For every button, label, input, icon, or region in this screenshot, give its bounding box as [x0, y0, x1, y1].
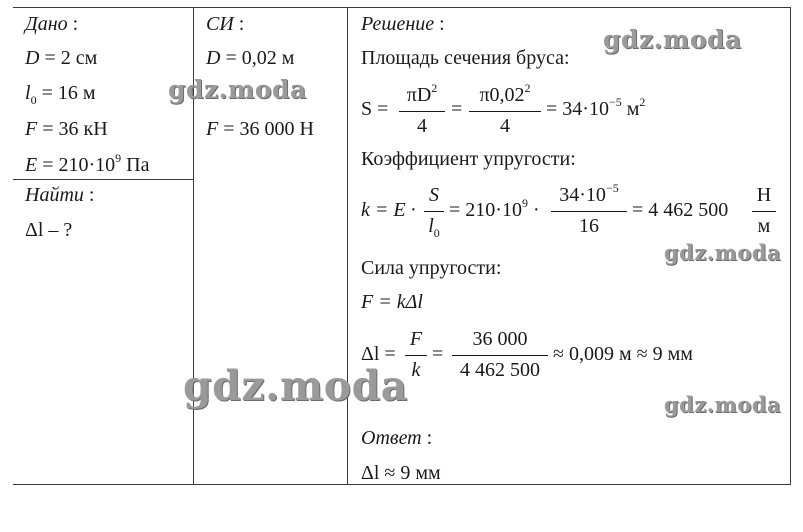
si-diameter: D = 0,02 м [206, 47, 295, 69]
dl-result: ≈ 0,009 м ≈ 9 мм [553, 343, 693, 365]
k-mid: = $210\cdot 10^9$ · [449, 196, 540, 221]
area-result: = $34\cdot 10^{-5}$ $м^2$ [546, 95, 646, 120]
answer-heading: Ответ : [361, 427, 433, 449]
watermark: gdz.moda [168, 75, 307, 104]
k-fraction-2: $34\cdot 10^{-5}$ 16 [551, 183, 627, 243]
watermark: gdz.moda [603, 25, 742, 54]
given-modulus: $E = 210\cdot 10^9$ Па [25, 151, 150, 176]
k-text: Коэффициент упругости: [361, 148, 576, 170]
force-formula: F = kΔl [361, 291, 423, 313]
given-force: F = 36 кН [25, 118, 108, 140]
area-lhs: S = [361, 98, 389, 120]
dl-fraction-1: F k [405, 327, 427, 383]
solution-heading: Решение : [361, 13, 445, 35]
area-fraction-2: π0,02$^2$ 4 [469, 83, 541, 139]
find-expression: Δl – ? [25, 219, 73, 241]
dl-fraction-2: 36 000 4 462 500 [452, 327, 548, 383]
force-text: Сила упругости: [361, 257, 502, 279]
si-force: F = 36 000 Н [206, 118, 314, 140]
area-eq1: = [451, 98, 463, 120]
given-heading: Дано : [25, 13, 79, 35]
area-text: Площадь сечения бруса: [361, 47, 570, 69]
divider-given-find [13, 179, 193, 180]
watermark: gdz.moda [183, 362, 408, 410]
table-top-border [13, 7, 790, 8]
k-result: = 4 462 500 [632, 199, 729, 221]
watermark: gdz.moda [664, 392, 782, 417]
si-heading: СИ : [206, 13, 245, 35]
given-length: $l_0 = 16$ м [25, 82, 96, 107]
divider-si-solution [347, 7, 348, 485]
watermark: gdz.moda [664, 240, 782, 265]
answer-value: Δl ≈ 9 мм [361, 462, 441, 484]
k-fraction-1: S $l_0$ [424, 183, 444, 243]
dl-eq: = [432, 343, 444, 365]
given-diameter: D = 2 см [25, 47, 98, 69]
k-unit-fraction: Н м [752, 183, 776, 243]
area-fraction-1: $\pi D^2$ 4 [399, 83, 445, 139]
table-right-border [790, 7, 791, 485]
k-lhs: k = E · [361, 199, 416, 221]
find-heading: Найти : [25, 184, 95, 206]
dl-lhs: Δl = [361, 343, 396, 365]
